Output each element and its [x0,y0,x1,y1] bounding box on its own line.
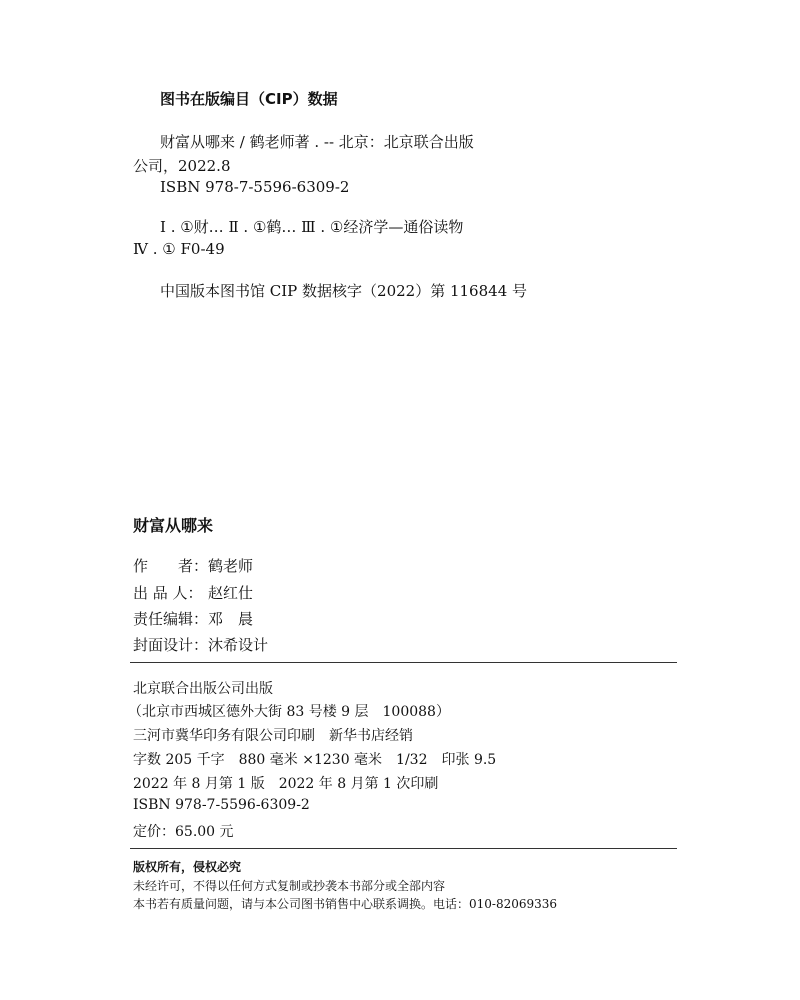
credit-label: 责任编辑： [133,610,209,628]
credit-author [133,555,253,576]
rights-line-2: 本书若有质量问题，请与本公司图书销售中心联系调换。电话：010-82069336 [133,897,558,911]
credit-label: 作 者： [133,557,209,575]
credit-value: 鹤老师 [208,557,254,575]
pub-edition: 2022 年 8 月第 1 版 2022 年 8 月第 1 次印刷 [133,776,439,792]
cip-record-number: 中国版本图书馆 CIP 数据核字（2022）第 116844 号 [160,282,528,300]
credit-value: 沐希设计 [208,636,269,654]
credit-cover-design [133,634,268,655]
rights-line-1: 未经许可，不得以任何方式复制或抄袭本书部分或全部内容 [133,879,446,893]
cip-line-1: 财富从哪来 / 鹤老师著 . -- 北京：北京联合出版 [160,133,474,151]
credit-label: 封面设计： [133,636,209,654]
cip-classification-1: Ⅰ . ①财… Ⅱ . ①鹤… Ⅲ . ①经济学—通俗读物 [160,218,464,236]
pub-address: （北京市西城区德外大街 83 号楼 9 层 100088） [128,704,450,720]
credit-value: 赵红仕 [208,584,254,602]
cip-isbn: ISBN 978-7-5596-6309-2 [160,178,350,196]
cip-heading: 图书在版编目（CIP）数据 [160,90,338,108]
cip-line-2: 公司，2022.8 [133,157,231,175]
divider-top [130,662,677,663]
pub-specs: 字数 205 千字 880 毫米 ×1230 毫米 1/32 印张 9.5 [133,752,497,768]
pub-printer: 三河市冀华印务有限公司印刷 新华书店经销 [133,728,413,744]
pub-isbn: ISBN 978-7-5596-6309-2 [133,797,310,813]
cip-classification-2: Ⅳ . ① F0-49 [133,240,225,258]
pub-price: 定价：65.00 元 [133,824,234,840]
credit-publisher [133,582,253,603]
rights-heading: 版权所有，侵权必究 [133,860,242,874]
credit-label: 出 品 人： [133,584,203,602]
pub-publisher: 北京联合出版公司出版 [133,681,273,697]
divider-bottom [130,848,677,849]
book-title: 财富从哪来 [133,516,214,535]
credit-value: 邓 晨 [208,610,254,628]
credit-editor [133,608,253,629]
